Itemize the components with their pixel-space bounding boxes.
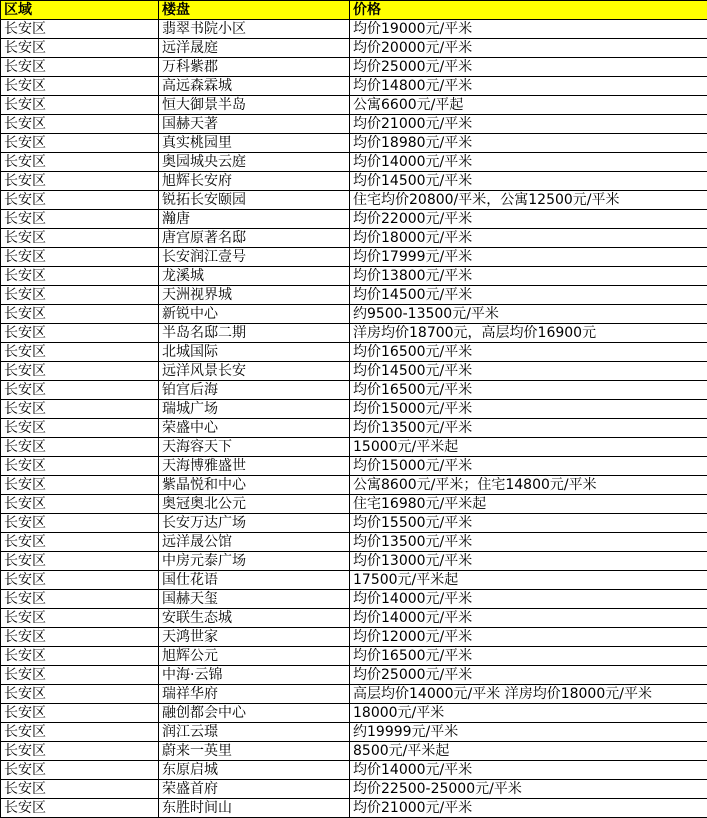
district-cell: 长安区 (1, 172, 159, 191)
table-row (1, 780, 707, 799)
district-cell: 长安区 (1, 153, 159, 172)
table-row (1, 343, 707, 362)
price-cell: 均价14000元/平米 (350, 609, 707, 628)
property-cell: 中海·云锦 (159, 666, 350, 685)
table-row (1, 666, 707, 685)
property-cell: 国赫天著 (159, 115, 350, 134)
property-cell: 瑞祥华府 (159, 685, 350, 704)
price-cell: 均价15000元/平米 (350, 457, 707, 476)
table-row (1, 419, 707, 438)
property-cell: 东胜时间山 (159, 799, 350, 818)
table-row (1, 20, 707, 39)
table-row (1, 286, 707, 305)
district-cell: 长安区 (1, 590, 159, 609)
table-row (1, 324, 707, 343)
district-cell: 长安区 (1, 552, 159, 571)
price-cell: 约19999元/平米 (350, 723, 707, 742)
district-cell: 长安区 (1, 647, 159, 666)
table-row (1, 305, 707, 324)
property-cell: 龙溪城 (159, 267, 350, 286)
price-cell: 约9500-13500元/平米 (350, 305, 707, 324)
property-cell: 北城国际 (159, 343, 350, 362)
table-row (1, 761, 707, 780)
table-row (1, 552, 707, 571)
table-row (1, 457, 707, 476)
district-cell: 长安区 (1, 286, 159, 305)
district-cell: 长安区 (1, 609, 159, 628)
header-property: 楼盘 (159, 1, 350, 20)
price-cell: 15000元/平米起 (350, 438, 707, 457)
property-cell: 奥冠奥北公元 (159, 495, 350, 514)
property-cell: 安联生态城 (159, 609, 350, 628)
table-row (1, 58, 707, 77)
property-cell: 润江云璟 (159, 723, 350, 742)
property-cell: 东原启城 (159, 761, 350, 780)
price-cell: 均价20000元/平米 (350, 39, 707, 58)
price-cell: 8500元/平米起 (350, 742, 707, 761)
property-cell: 锐拓长安颐园 (159, 191, 350, 210)
table-row (1, 248, 707, 267)
table-row (1, 647, 707, 666)
table-row (1, 400, 707, 419)
price-cell: 均价25000元/平米 (350, 58, 707, 77)
price-cell: 均价16500元/平米 (350, 381, 707, 400)
property-cell: 天洲视界城 (159, 286, 350, 305)
price-cell: 均价18000元/平米 (350, 229, 707, 248)
price-cell: 均价15500元/平米 (350, 514, 707, 533)
table-row (1, 96, 707, 115)
price-cell: 均价14500元/平米 (350, 286, 707, 305)
district-cell: 长安区 (1, 799, 159, 818)
table-row (1, 191, 707, 210)
table-row (1, 742, 707, 761)
district-cell: 长安区 (1, 134, 159, 153)
table-row (1, 590, 707, 609)
price-cell: 均价14000元/平米 (350, 761, 707, 780)
property-cell: 真实桃园里 (159, 134, 350, 153)
table-row (1, 115, 707, 134)
price-cell: 17500元/平米起 (350, 571, 707, 590)
header-price: 价格 (350, 1, 707, 20)
table-row (1, 514, 707, 533)
header-district: 区域 (1, 1, 159, 20)
table-row (1, 362, 707, 381)
price-cell: 公寓8600元/平米；住宅14800元/平米 (350, 476, 707, 495)
price-cell: 均价21000元/平米 (350, 115, 707, 134)
district-cell: 长安区 (1, 267, 159, 286)
price-cell: 均价25000元/平米 (350, 666, 707, 685)
property-cell: 远洋晟庭 (159, 39, 350, 58)
price-cell: 均价13500元/平米 (350, 533, 707, 552)
price-cell: 均价14000元/平米 (350, 590, 707, 609)
table-row (1, 210, 707, 229)
price-cell: 均价16500元/平米 (350, 647, 707, 666)
table-row (1, 571, 707, 590)
price-cell: 均价14000元/平米 (350, 153, 707, 172)
district-cell: 长安区 (1, 742, 159, 761)
property-cell: 新锐中心 (159, 305, 350, 324)
property-cell: 长安润江壹号 (159, 248, 350, 267)
district-cell: 长安区 (1, 495, 159, 514)
table-row (1, 438, 707, 457)
price-cell: 均价17999元/平米 (350, 248, 707, 267)
district-cell: 长安区 (1, 362, 159, 381)
district-cell: 长安区 (1, 229, 159, 248)
district-cell: 长安区 (1, 761, 159, 780)
table-row (1, 685, 707, 704)
header-row (1, 1, 707, 20)
district-cell: 长安区 (1, 39, 159, 58)
district-cell: 长安区 (1, 305, 159, 324)
district-cell: 长安区 (1, 20, 159, 39)
price-cell: 均价21000元/平米 (350, 799, 707, 818)
property-cell: 铂宫后海 (159, 381, 350, 400)
district-cell: 长安区 (1, 571, 159, 590)
district-cell: 长安区 (1, 685, 159, 704)
property-cell: 瑞城广场 (159, 400, 350, 419)
price-cell: 均价13800元/平米 (350, 267, 707, 286)
property-cell: 天海容天下 (159, 438, 350, 457)
table-row (1, 153, 707, 172)
district-cell: 长安区 (1, 457, 159, 476)
price-cell: 均价22000元/平米 (350, 210, 707, 229)
price-cell: 住宅均价20800/平米，公寓12500元/平米 (350, 191, 707, 210)
price-cell: 均价14500元/平米 (350, 362, 707, 381)
district-cell: 长安区 (1, 77, 159, 96)
property-cell: 万科紫郡 (159, 58, 350, 77)
district-cell: 长安区 (1, 96, 159, 115)
district-cell: 长安区 (1, 704, 159, 723)
property-cell: 融创都会中心 (159, 704, 350, 723)
table-row (1, 533, 707, 552)
table-row (1, 609, 707, 628)
table-row (1, 134, 707, 153)
property-cell: 荣盛中心 (159, 419, 350, 438)
property-cell: 长安万达广场 (159, 514, 350, 533)
district-cell: 长安区 (1, 780, 159, 799)
table-row (1, 267, 707, 286)
price-cell: 均价12000元/平米 (350, 628, 707, 647)
property-cell: 蔚来一英里 (159, 742, 350, 761)
district-cell: 长安区 (1, 476, 159, 495)
table-row (1, 476, 707, 495)
district-cell: 长安区 (1, 210, 159, 229)
district-cell: 长安区 (1, 723, 159, 742)
property-cell: 远洋晟公馆 (159, 533, 350, 552)
property-cell: 荣盛首府 (159, 780, 350, 799)
district-cell: 长安区 (1, 115, 159, 134)
district-cell: 长安区 (1, 533, 159, 552)
property-cell: 天鸿世家 (159, 628, 350, 647)
property-cell: 瀚唐 (159, 210, 350, 229)
property-cell: 奥园城央云庭 (159, 153, 350, 172)
property-cell: 旭辉公元 (159, 647, 350, 666)
table-row (1, 77, 707, 96)
district-cell: 长安区 (1, 514, 159, 533)
price-cell: 均价18980元/平米 (350, 134, 707, 153)
property-cell: 紫晶悦和中心 (159, 476, 350, 495)
property-cell: 远洋风景长安 (159, 362, 350, 381)
property-cell: 中房元泰广场 (159, 552, 350, 571)
table-body (1, 20, 707, 818)
district-cell: 长安区 (1, 666, 159, 685)
district-cell: 长安区 (1, 343, 159, 362)
price-cell: 高层均价14000元/平米 洋房均价18000元/平米 (350, 685, 707, 704)
property-cell: 半岛名邸二期 (159, 324, 350, 343)
table-row (1, 39, 707, 58)
table-row (1, 628, 707, 647)
district-cell: 长安区 (1, 324, 159, 343)
district-cell: 长安区 (1, 419, 159, 438)
price-cell: 均价15000元/平米 (350, 400, 707, 419)
property-cell: 恒大御景半岛 (159, 96, 350, 115)
price-cell: 住宅16980元/平米起 (350, 495, 707, 514)
price-cell: 洋房均价18700元，高层均价16900元 (350, 324, 707, 343)
property-cell: 旭辉长安府 (159, 172, 350, 191)
property-cell: 高远森霖城 (159, 77, 350, 96)
property-cell: 唐宫原著名邸 (159, 229, 350, 248)
table-row (1, 723, 707, 742)
district-cell: 长安区 (1, 381, 159, 400)
price-cell: 均价14500元/平米 (350, 172, 707, 191)
price-cell: 均价16500元/平米 (350, 343, 707, 362)
table-row (1, 495, 707, 514)
price-cell: 均价22500-25000元/平米 (350, 780, 707, 799)
district-cell: 长安区 (1, 628, 159, 647)
table-row (1, 381, 707, 400)
price-cell: 均价13000元/平米 (350, 552, 707, 571)
district-cell: 长安区 (1, 438, 159, 457)
price-cell: 均价13500元/平米 (350, 419, 707, 438)
table-row (1, 172, 707, 191)
property-cell: 天海博雅盛世 (159, 457, 350, 476)
district-cell: 长安区 (1, 58, 159, 77)
district-cell: 长安区 (1, 248, 159, 267)
table-row (1, 799, 707, 818)
price-cell: 公寓6600元/平起 (350, 96, 707, 115)
property-cell: 翡翠书院小区 (159, 20, 350, 39)
table-row (1, 229, 707, 248)
price-cell: 均价19000元/平米 (350, 20, 707, 39)
price-cell: 18000元/平米 (350, 704, 707, 723)
table-row (1, 704, 707, 723)
property-cell: 国赫天玺 (159, 590, 350, 609)
district-cell: 长安区 (1, 191, 159, 210)
property-cell: 国仕花语 (159, 571, 350, 590)
district-cell: 长安区 (1, 400, 159, 419)
price-cell: 均价14800元/平米 (350, 77, 707, 96)
